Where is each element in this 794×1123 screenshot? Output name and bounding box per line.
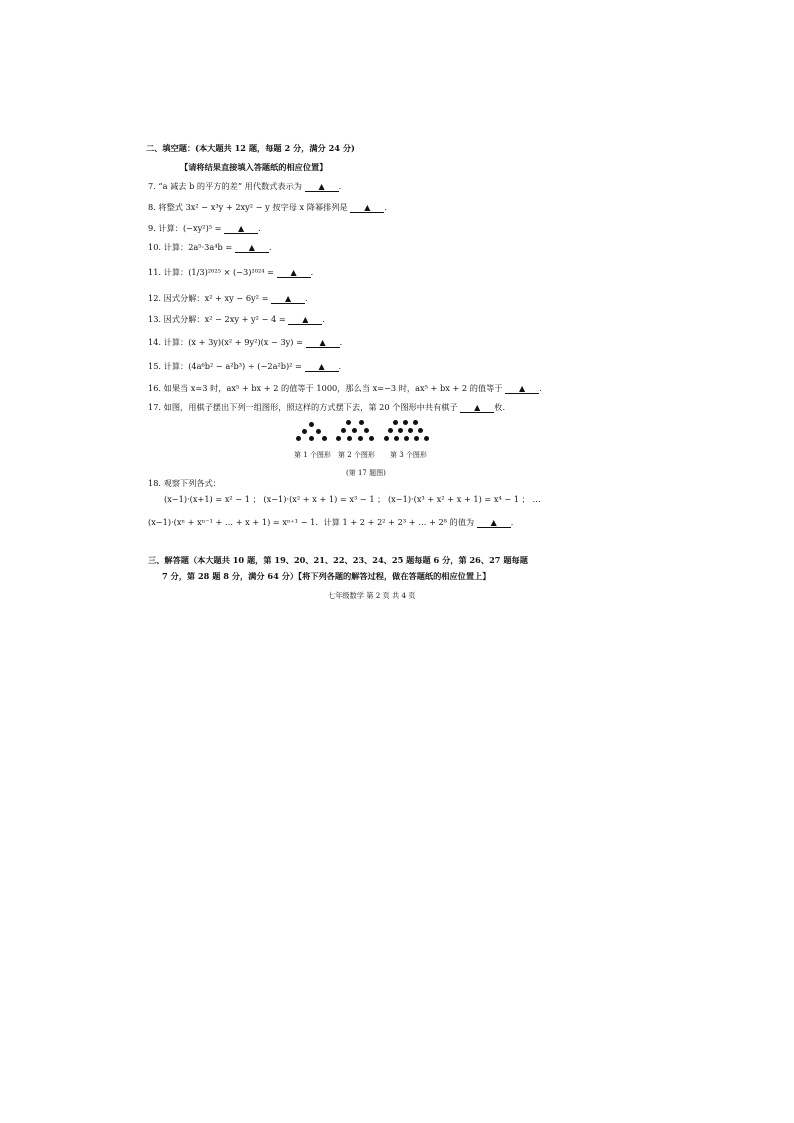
question-number: 12. — [148, 293, 162, 303]
chess-piece — [322, 436, 327, 441]
section3-line2: 7 分，第 28 题 8 分，满分 64 分）【将下列各题的解答过程，做在答题纸的相应位置上】 — [162, 571, 491, 581]
question-text: “a 减去 b 的平方的差” 用代数式表示为 — [158, 181, 302, 191]
question-text: 如图，用棋子摆出下列一组图形，照这样的方式摆下去，第 20 个图形中共有棋子 — [163, 402, 458, 412]
question-end: . — [305, 293, 308, 303]
question-15 — [148, 362, 341, 372]
triangle-icon: ▲ — [364, 203, 371, 212]
answer-blank[interactable] — [224, 224, 258, 234]
question-number: 14. — [148, 337, 162, 347]
question-18-line2 — [148, 518, 513, 528]
chess-piece — [346, 420, 351, 425]
question-number: 8. — [148, 202, 156, 212]
question-end: . — [510, 517, 514, 527]
question-number: 13. — [148, 314, 162, 324]
question-end: . — [268, 242, 272, 252]
question-text: 将整式 3x² − x³y + 2xy² − y 按字母 x 降幂排列是 — [158, 202, 348, 212]
triangle-icon: ▲ — [474, 403, 481, 412]
answer-blank[interactable] — [350, 203, 384, 213]
question-14 — [148, 338, 342, 348]
question-7 — [148, 182, 341, 192]
question-13 — [148, 315, 325, 325]
figure-1-caption: 第 1 个图形 — [294, 451, 331, 459]
triangle-icon: ▲ — [290, 268, 297, 277]
answer-blank[interactable] — [305, 362, 339, 372]
chess-piece — [352, 428, 357, 433]
question-end: . — [384, 202, 387, 212]
question-number: 11. — [148, 267, 162, 277]
chess-piece — [336, 436, 341, 441]
question-text: 计算：(1/3)²⁰²⁵ × (−3)²⁰²⁴ = — [163, 267, 275, 277]
answer-blank[interactable] — [235, 243, 269, 253]
figure-3-caption: 第 3 个图形 — [390, 451, 427, 459]
question-end: . — [338, 181, 342, 191]
question-end: . — [322, 314, 325, 324]
chess-piece — [369, 436, 374, 441]
question-number: 10. — [148, 242, 162, 252]
page-footer: 七年级数学 第 2 页 共 4 页 — [328, 591, 416, 600]
chess-piece — [341, 428, 346, 433]
answer-blank[interactable] — [305, 182, 339, 192]
answer-blank[interactable] — [288, 315, 322, 325]
chess-piece — [413, 420, 418, 425]
question-text: 因式分解：x² − 2xy + y² − 4 = — [163, 314, 286, 324]
question-text: 计算：(4a⁶b² − a²b³) ÷ (−2a²b)² = — [163, 361, 302, 371]
chess-piece — [364, 428, 369, 433]
question-number: 7. — [148, 181, 156, 191]
question-end: 枚. — [494, 402, 506, 412]
chess-piece — [347, 436, 352, 441]
question-9 — [148, 224, 261, 234]
figure-2-caption: 第 2 个图形 — [338, 451, 375, 459]
answer-blank[interactable] — [277, 268, 311, 278]
question-number: 15. — [148, 361, 162, 371]
section2-instruction: 【请将结果直接填入答题纸的相应位置】 — [180, 162, 328, 172]
triangle-icon: ▲ — [319, 338, 326, 347]
question-number: 16. — [148, 383, 162, 393]
chess-piece — [393, 420, 398, 425]
triangle-icon: ▲ — [318, 362, 325, 371]
answer-blank[interactable] — [271, 294, 305, 304]
answer-blank[interactable] — [477, 518, 511, 528]
triangle-icon: ▲ — [238, 224, 245, 233]
chess-piece — [424, 436, 429, 441]
answer-blank[interactable] — [505, 384, 539, 394]
chess-piece — [384, 436, 389, 441]
answer-blank[interactable] — [460, 403, 494, 413]
chess-piece — [358, 436, 363, 441]
question-end: . — [310, 267, 314, 277]
question-end: . — [338, 361, 342, 371]
question-text: 如果当 x=3 时，ax⁵ + bx + 2 的值等于 1000，那么当 x=−3 时，ax⁵ + bx + 2 的值等于 — [163, 383, 503, 393]
question-18-intro — [148, 479, 221, 487]
question-12 — [148, 294, 308, 304]
chess-piece — [302, 429, 307, 434]
question-text: 计算：(x + 3y)(x² + 9y²)(x − 3y) = — [163, 337, 303, 347]
question-18-line1: (x−1)·(x+1) = x² − 1 ； (x−1)·(x² + x + 1) = x³ − 1 ； (x−1)·(x³ + x² + x + 1) = x⁴ − 1 ； … — [164, 494, 541, 504]
figure-1-dots — [296, 422, 328, 446]
question-text: 计算：(−xy²)⁵ = — [158, 223, 222, 233]
triangle-icon: ▲ — [284, 294, 292, 303]
triangle-icon: ▲ — [318, 182, 325, 191]
triangle-icon: ▲ — [302, 315, 309, 324]
question-number: 18. — [148, 478, 162, 488]
chess-piece — [359, 420, 364, 425]
question-10 — [148, 243, 271, 253]
chess-piece — [296, 436, 301, 441]
question-number: 9. — [148, 223, 156, 233]
question-8 — [148, 203, 387, 213]
section3-line1: 三、解答题（本大题共 10 题，第 19、20、21、22、23、24、25 题每题 6 分，第 26、27 题每题 — [148, 555, 528, 565]
chess-piece — [388, 428, 393, 433]
chess-piece — [404, 436, 409, 441]
answer-blank[interactable] — [306, 338, 340, 348]
question-end: . — [258, 223, 261, 233]
chess-piece — [394, 436, 399, 441]
chess-piece — [309, 436, 314, 441]
figure-17-title: (第 17 题图) — [346, 469, 386, 477]
question-16 — [148, 384, 542, 394]
chess-piece — [398, 428, 403, 433]
figure-3-dots — [384, 420, 432, 444]
chess-piece — [309, 422, 314, 427]
question-end: . — [539, 383, 542, 393]
chess-piece — [403, 420, 408, 425]
triangle-icon: ▲ — [490, 518, 497, 527]
question-text: (x−1)·(xⁿ + xⁿ⁻¹ + … + x + 1) = xⁿ⁺¹ − 1．计算 1 + 2 + 2² + 2³ + … + 2⁸ 的值为 — [148, 517, 475, 527]
question-end: . — [339, 337, 343, 347]
chess-piece — [418, 428, 423, 433]
triangle-icon: ▲ — [248, 243, 255, 252]
chess-piece — [408, 428, 413, 433]
question-11 — [148, 268, 313, 278]
chess-piece — [316, 429, 321, 434]
question-text: 观察下列各式： — [163, 478, 221, 488]
triangle-icon: ▲ — [518, 384, 526, 393]
figure-2-dots — [336, 420, 376, 444]
question-17 — [148, 403, 505, 413]
chess-piece — [414, 436, 419, 441]
section2-title: 二、填空题：(本大题共 12 题，每题 2 分，满分 24 分) — [146, 143, 355, 153]
question-number: 17. — [148, 402, 162, 412]
question-text: 因式分解：x² + xy − 6y² = — [163, 293, 269, 303]
question-text: 计算：2a⁵·3a⁴b = — [163, 242, 233, 252]
